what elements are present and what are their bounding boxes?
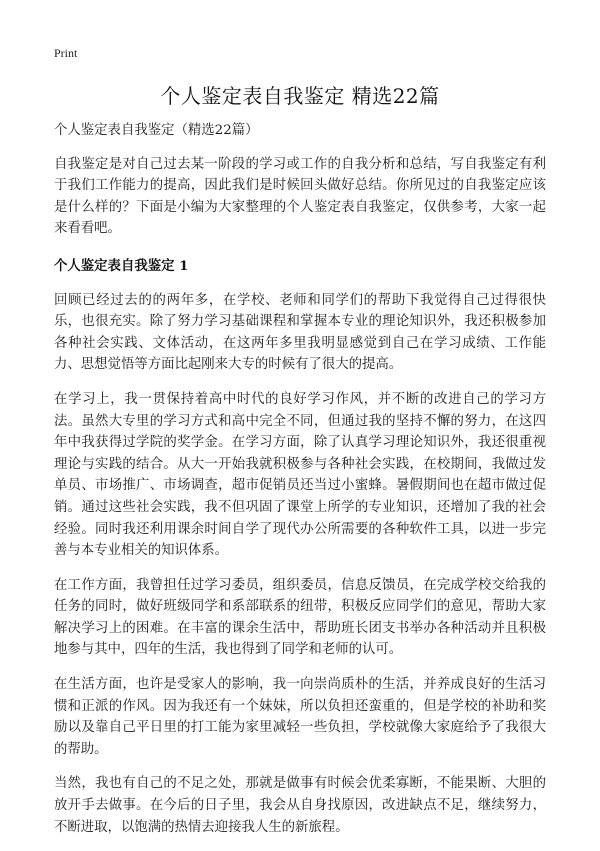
intro-paragraph: 自我鉴定是对自己过去某一阶段的学习或工作的自我分析和总结，写自我鉴定有利于我们工作能力的提高，因此我们是时候回头做好总结。你所见过的自我鉴定应该是什么样的？下面是小编为大家整理的个人鉴定表自我鉴定，仅供参考，大家一起来看看吧。 <box>54 156 546 237</box>
page-title: 个人鉴定表自我鉴定 精选22篇 <box>160 84 440 108</box>
section-heading: 个人鉴定表自我鉴定 1 <box>54 257 189 274</box>
body-paragraph: 在学习上，我一贯保持着高中时代的良好学习作风，并不断的改进自己的学习方法。虽然大专里的学习方式和高中完全不同，但通过我的坚持不懈的努力，在这四年中我获得过学院的奖学金。在学习方面，除了认真学习理论知识外，我还很重视理论与实践的结合。从大一开始我就积极参与各种社会实践，在校期间，我做过发单员、市场推广、市场调查，超市促销员还当过小蜜蜂。暑假期间也在超市做过促销。通过这些社会实践，我不但巩固了课堂上所学的专业知识，还增加了我的社会经验。同时我还利用课余时间自学了现代办公所需要的各种软件工具，以进一步完善与本专业相关的知识体系。 <box>54 391 546 559</box>
body-paragraph: 回顾已经过去的的两年多，在学校、老师和同学们的帮助下我觉得自己过得很快乐，也很充实。除了努力学习基础课程和掌握本专业的理论知识外，我还积极参加各种社会实践、文体活动，在这两年多里我明显感觉到自己在学习成绩、工作能力、思想觉悟等方面比起刚来大专的时候有了很大的提高。 <box>54 292 546 373</box>
document-body <box>54 120 546 851</box>
print-link[interactable]: Print <box>54 46 78 60</box>
body-paragraph: 当然，我也有自己的不足之处，那就是做事有时候会优柔寡断，不能果断、大胆的放开手去做事。在今后的日子里，我会从自身找原因，改进缺点不足，继续努力，不断进取，以饱满的热情去迎接我人生的新旅程。 <box>54 776 546 835</box>
document-subtitle: 个人鉴定表自我鉴定（精选22篇） <box>54 123 259 138</box>
body-paragraph: 在工作方面，我曾担任过学习委员，组织委员，信息反馈员，在完成学校交给我的任务的同时，做好班级同学和系部联系的纽带，积极反应同学们的意见，帮助大家解决学习上的困难。在丰富的课余生活中，帮助班长团支书举办各种活动并且积极地参与其中，四年的生活，我也得到了同学和老师的认可。 <box>54 577 546 658</box>
body-paragraph: 在生活方面，也许是受家人的影响，我一向崇尚质朴的生活，并养成良好的生活习惯和正派的作风。因为我还有一个妹妹，所以负担还蛮重的，但是学校的补助和奖励以及靠自己平日里的打工能为家里减轻一些负担，学校就像大家庭给予了我很大的帮助。 <box>54 677 546 757</box>
